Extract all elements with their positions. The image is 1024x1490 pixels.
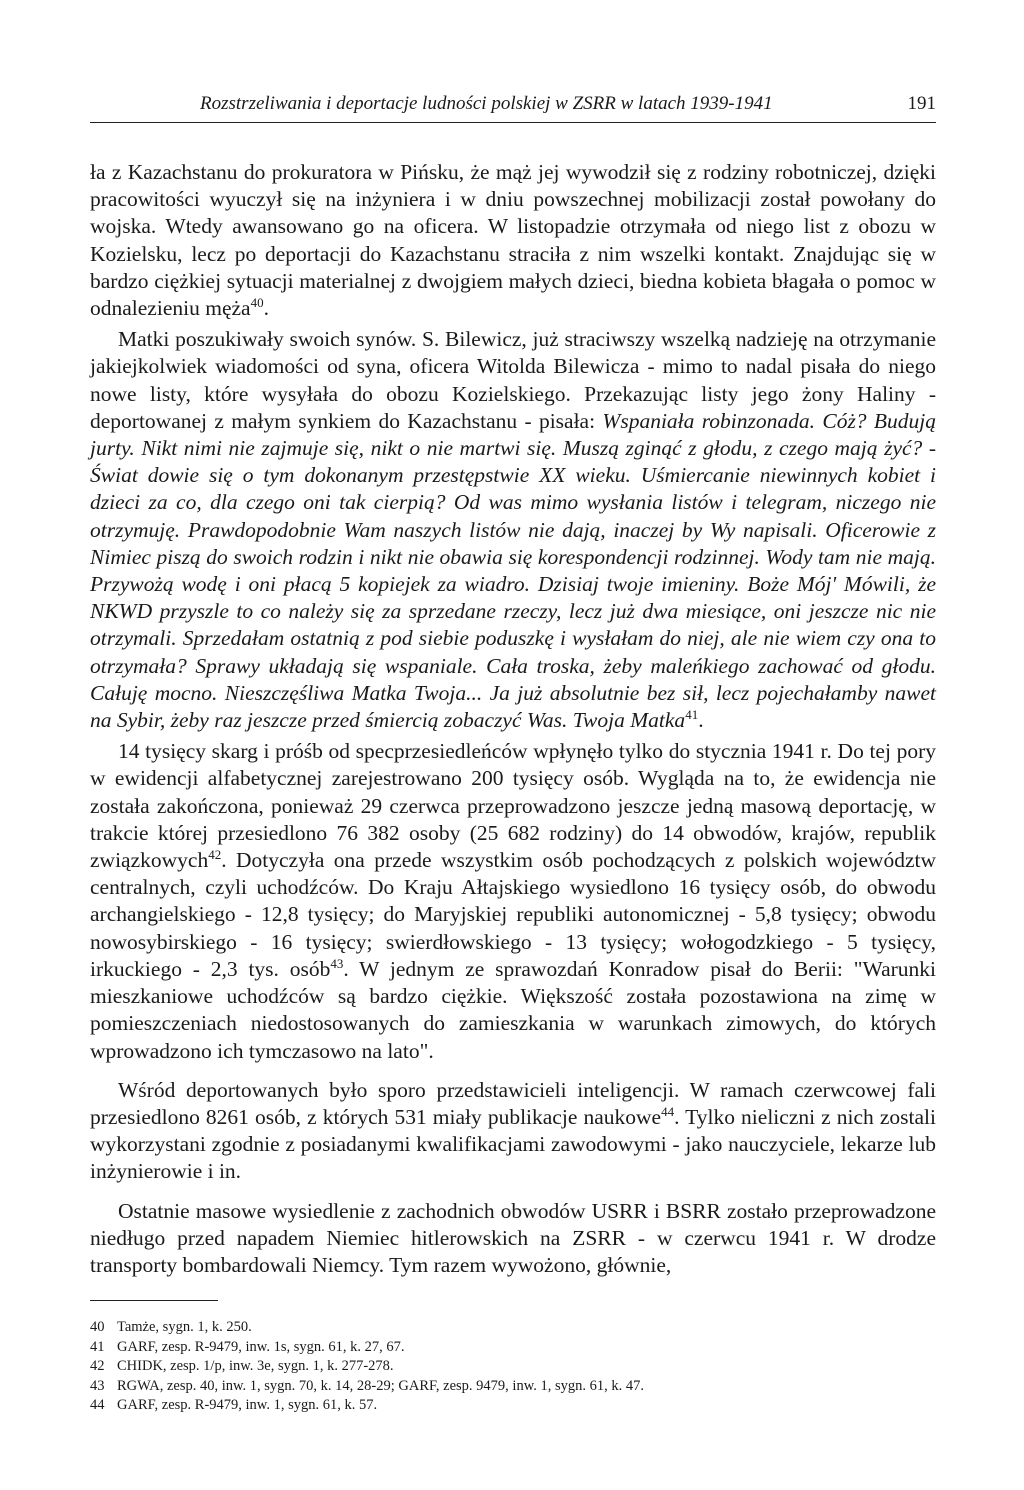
paragraph-3 xyxy=(90,738,936,1064)
paragraph-3-text-c: . W jednym ze sprawozdań Konradow pisał do Berii: "Warunki mieszkaniowe uchodźców są bardzo ciężkie. Większość została pozostawiona na zimę w pomieszczeniach niedostosowanych do zamieszkania w warunkach zimowych, do których wprowadzono ich tymczasowo na lato". xyxy=(90,956,937,1063)
footnote-ref-42[interactable]: 42 xyxy=(208,847,222,863)
footnote-number: 41 xyxy=(90,1338,105,1355)
footnotes xyxy=(90,1318,936,1416)
paragraph-3-text-b: . Dotyczyła ona przede wszystkim osób pochodzących z polskich województw centralnych, czyli uchodźców. Do Kraju Ałtajskiego wysiedlono 16 tysięcy osób, do obwodu archangielskiego - 12,8 tysięcy; do Maryjskiej republiki autonomicznej - 5,8 tysięcy; obwodu nowosybirskiego - 16 tysięcy; swierdłowskiego - 13 tysięcy; wołogodzkiego - 5 tysięcy, irkuckiego - 2,3 tys. osób xyxy=(90,848,936,981)
footnote-text: GARF, zesp. R-9479, inw. 1s, sygn. 61, k. 27, 67. xyxy=(117,1338,405,1355)
footnote-number: 42 xyxy=(90,1358,105,1374)
footnote-number: 40 xyxy=(90,1319,105,1335)
paragraph-2-end: . xyxy=(698,708,704,733)
paragraph-4-text-b: . Tylko nieliczni z nich zostali wykorzystani zgodnie z posiadanymi kwalifikacjami zawodowymi - jako nauczyciele, lekarze lub inżynierowie i in. xyxy=(90,1104,936,1184)
footnote-text: Tamże, sygn. 1, k. 250. xyxy=(117,1319,252,1335)
footnote-ref-40[interactable]: 40 xyxy=(250,295,264,311)
paragraph-5-text: Ostatnie masowe wysiedlenie z zachodnich obwodów USRR i BSRR zostało przeprowadzone niedługo przed napadem Niemiec hitlerowskich na ZSRR - w czerwcu 1941 r. W drodze transporty bombardowali Niemcy. Tym razem wywożono, głównie, xyxy=(90,1198,936,1277)
footnote-ref-44[interactable]: 44 xyxy=(661,1103,675,1119)
running-title: Rozstrzeliwania i deportacje ludności polskiej w ZSRR w latach 1939-1941 xyxy=(200,93,773,114)
page-number: 191 xyxy=(907,93,936,114)
paragraph-2-text: Matki poszukiwały swoich synów. S. Bilewicz, już straciwszy wszelką nadzieję na otrzymanie jakiejkolwiek wiadomości od syna, oficera Witolda Bilewicza - mimo to nadal pisała do niego nowe listy, które wysyłała do obozu Kozielskiego. Przekazując listy jego żony Haliny - deportowanej z małym synkiem do Kazachstanu - pisała: xyxy=(90,327,936,433)
running-header xyxy=(90,93,936,123)
footnote-ref-43[interactable]: 43 xyxy=(330,955,344,971)
footnote-divider xyxy=(90,1300,218,1301)
body-text xyxy=(90,159,936,1279)
footnote-42 xyxy=(90,1357,936,1377)
footnote-40 xyxy=(90,1318,936,1338)
paragraph-2 xyxy=(90,326,936,734)
paragraph-1-end: . xyxy=(263,296,269,321)
footnote-44 xyxy=(90,1396,936,1416)
footnote-ref-41[interactable]: 41 xyxy=(685,707,699,723)
paragraph-5 xyxy=(90,1198,936,1280)
paragraph-1 xyxy=(90,159,936,322)
footnote-text: GARF, zesp. R-9479, inw. 1, sygn. 61, k. 57. xyxy=(117,1397,378,1413)
page xyxy=(90,93,936,1279)
paragraph-4-text-a: Wśród deportowanych było sporo przedstawicieli inteligencji. W ramach czerwcowej fali przesiedlono 8261 osób, z których 531 miały publikacje naukowe xyxy=(90,1077,936,1129)
paragraph-4 xyxy=(90,1077,936,1186)
footnote-41 xyxy=(90,1338,936,1358)
paragraph-3-text-a: 14 tysięcy skarg i próśb od specprzesiedleńców wpłynęło tylko do stycznia 1941 r. Do tej pory w ewidencji alfabetycznej zarejestrowano 200 tysięcy osób. Wygląda na to, że ewidencja nie została zakończona, ponieważ 29 czerwca przeprowadzono jeszcze jedną masową deportację, w trakcie której przesiedlono 76 382 osoby (25 682 rodziny) do 14 obwodów, krajów, republik związkowych xyxy=(90,739,936,873)
paragraph-1-text: ła z Kazachstanu do prokuratora w Pińsku, że mąż jej wywodził się z rodziny robotniczej, dzięki pracowitości wyuczył się na inżyniera i w dniu powszechnej mobilizacji został powołany do wojska. Wtedy awansowano go na oficera. W listopadzie otrzymała od niego list z obozu w Kozielsku, lecz po deportacji do Kazachstanu straciła z nim wszelki kontakt. Znajdując się w bardzo ciężkiej sytuacji materialnej z dwojgiem małych dzieci, biedna kobieta błagała o pomoc w odnalezieniu męża xyxy=(90,160,936,321)
footnote-text: CHIDK, zesp. 1/p, inw. 3e, sygn. 1, k. 277-278. xyxy=(117,1358,394,1374)
footnote-number: 44 xyxy=(90,1397,105,1413)
footnote-number: 43 xyxy=(90,1377,105,1394)
letter-quote: Wspaniała robinzonada. Cóż? Budują jurty. Nikt nimi nie zajmuje się, nikt o nie martwi się. Muszą zginąć z głodu, z czego mają żyć? - Świat dowie się o tym dokonanym przestępstwie XX wieku. Uśmiercanie niewinnych kobiet i dzieci za co, dla czego oni tak cierpią? Od was mimo wysłania listów i telegram, niczego nie otrzymuję. Prawdopodobnie Wam naszych listów nie dają, inaczej by Wy napisali. Oficerowie z Nimiec piszą do swoich rodzin i nikt nie obawia się korespondencji rodzinnej. Wody tam nie mają. Przywożą wodę i oni płacą 5 kopiejek za wiadro. Dzisiaj twoje imieniny. Boże Mój' Mówili, że NKWD przyszle to co należy się za sprzedane rzeczy, lecz już dwa miesiące, oni jeszcze nic nie otrzymali. Sprzedałam ostatnią z pod siebie poduszkę i wysłałam do niej, ale nie wiem czy ona to otrzymała? Sprawy układają się wspaniale. Cała troska, żeby maleńkiego zachować od głodu. Całuję mocno. Nieszczęśliwa Matka Twoja... Ja już absolutnie bez sił, lecz pojechałamby nawet na Sybir, żeby raz jeszcze przed śmiercią zobaczyć Was. Twoja Matka xyxy=(90,408,936,733)
footnote-43 xyxy=(90,1377,936,1397)
footnote-text: RGWA, zesp. 40, inw. 1, sygn. 70, k. 14, 28-29; GARF, zesp. 9479, inw. 1, sygn. 61, k. 47. xyxy=(117,1377,644,1394)
